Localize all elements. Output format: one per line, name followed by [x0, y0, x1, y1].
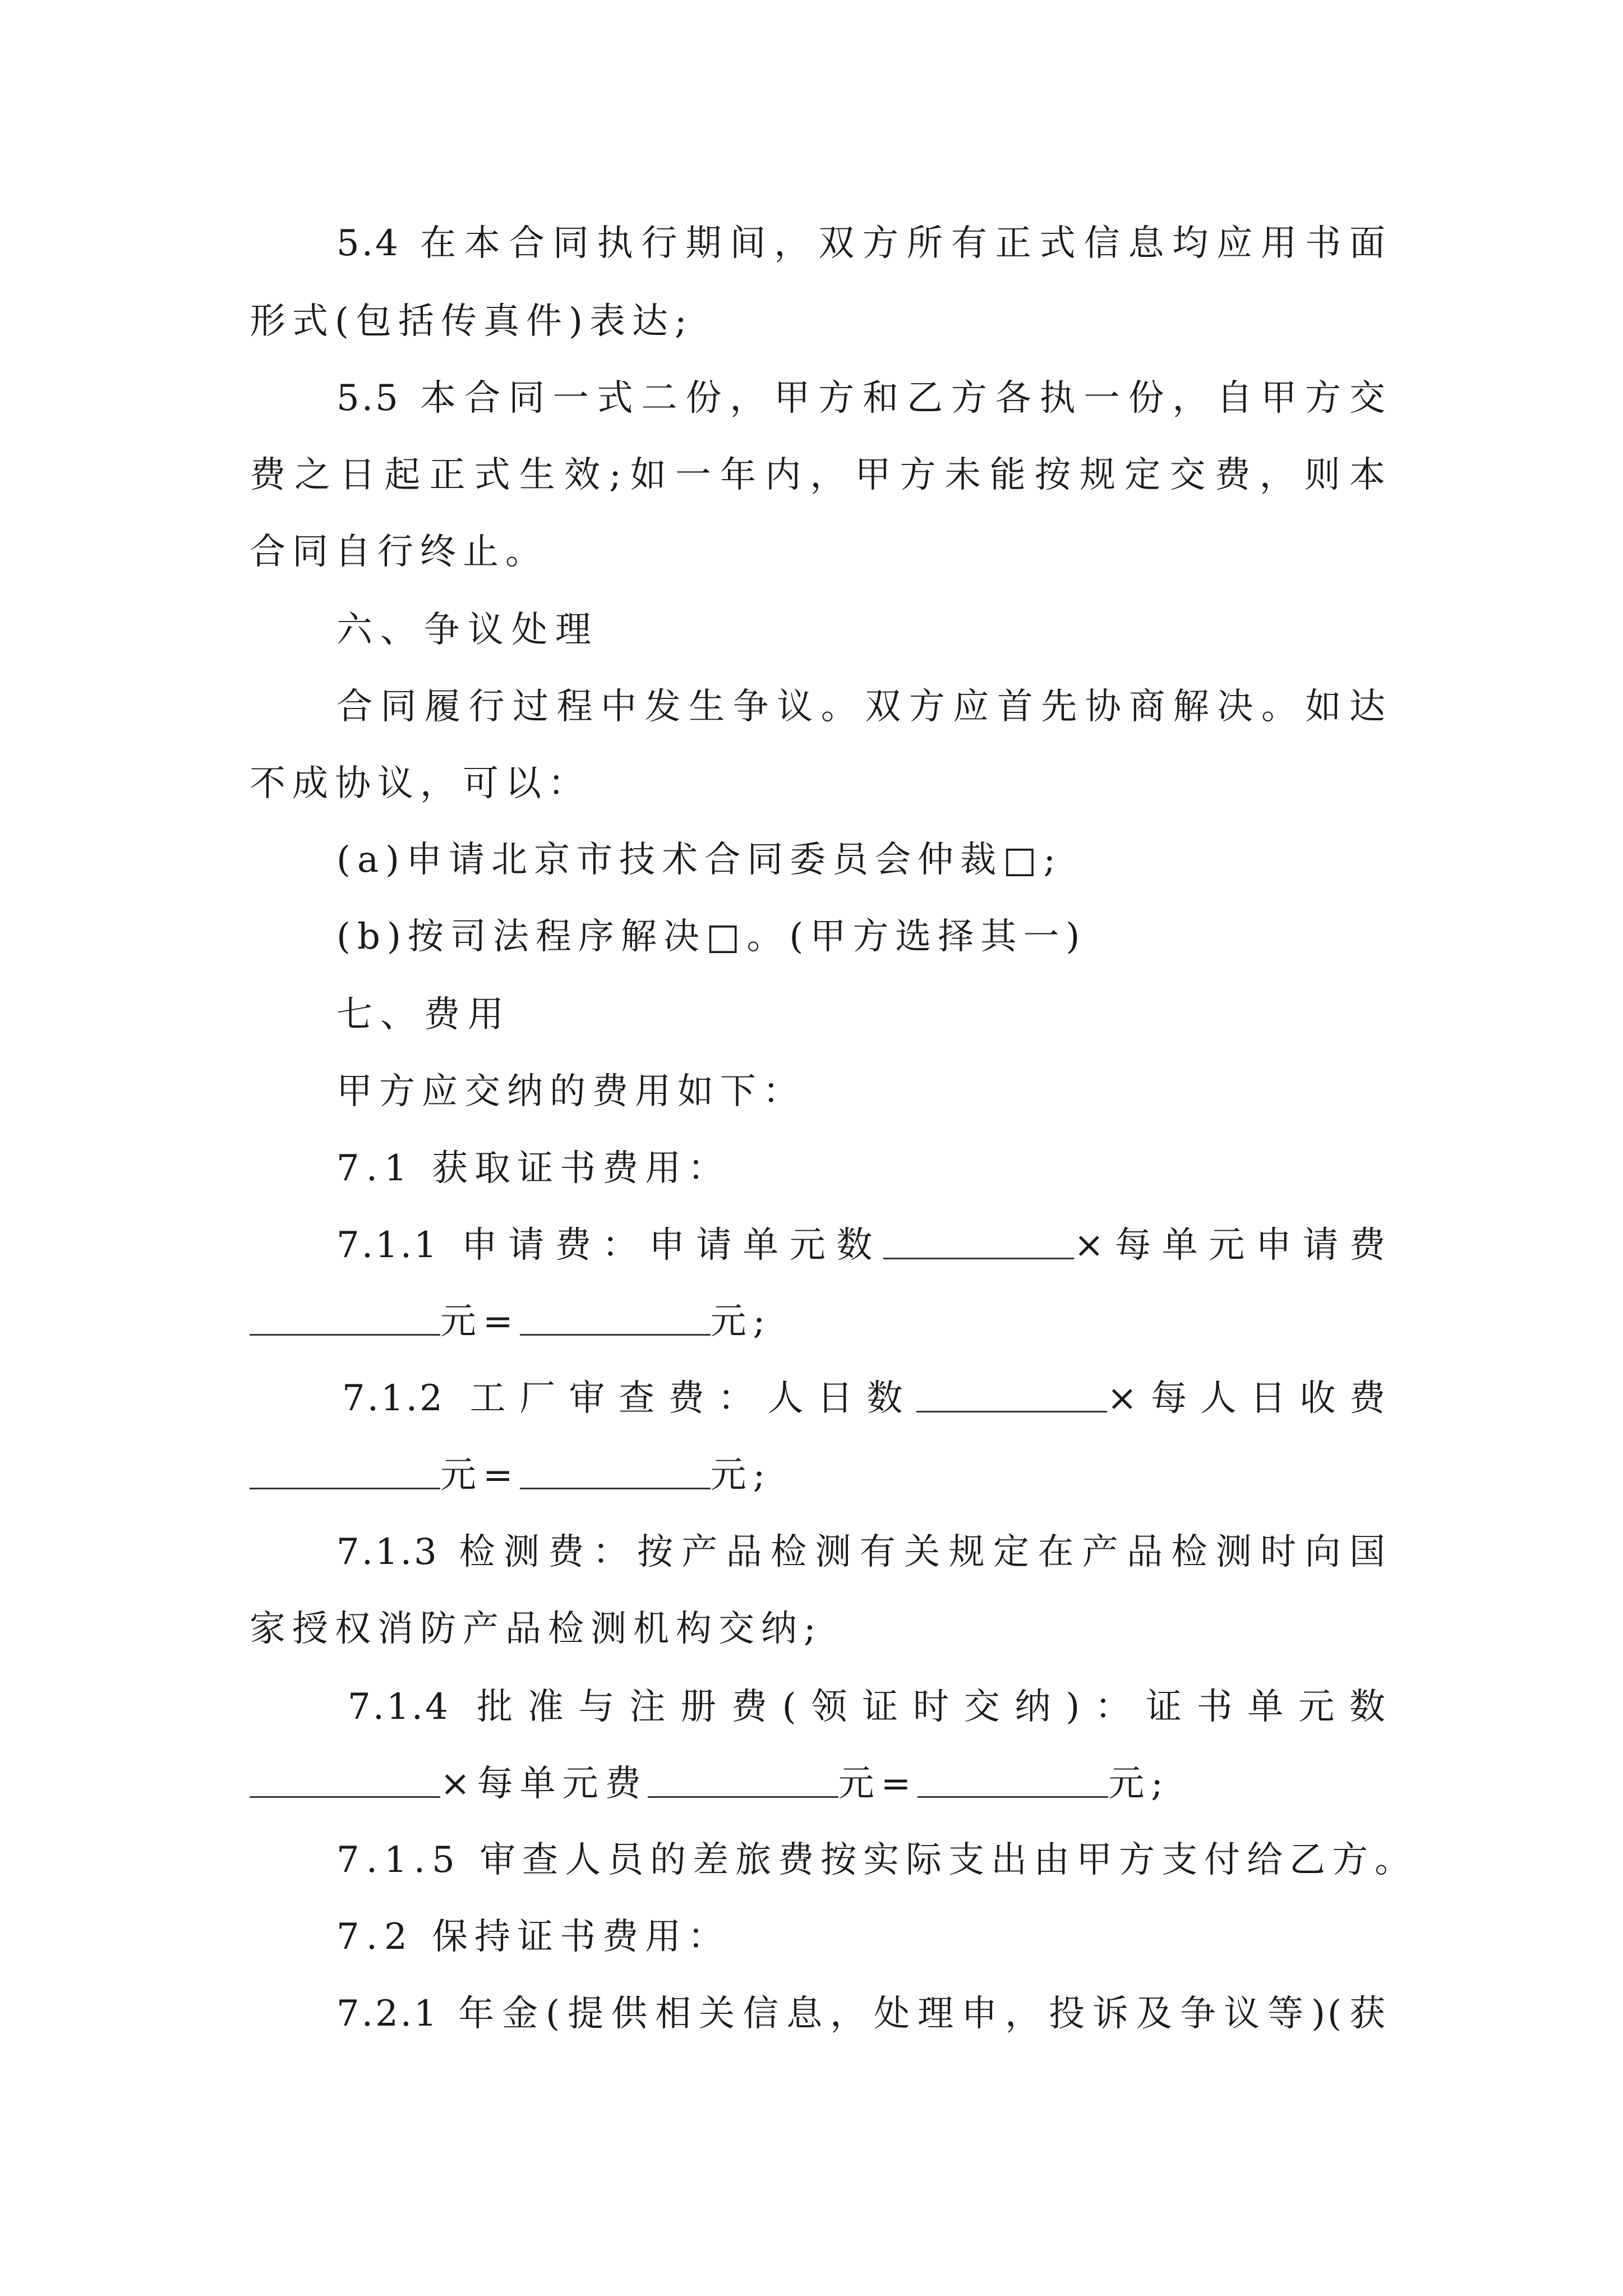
fee-label: 7.1.2 工厂审查费：人日数 [342, 1378, 916, 1419]
clause-7-1-3-line-1: 7.1.3 检测费：按产品检测有关规定在产品检测时向国 [336, 1531, 1387, 1573]
fee-multiplier-label: ×每单元费 [440, 1763, 648, 1805]
fill-in-blank [917, 1763, 1108, 1798]
section-heading-fees: 七、费用 [336, 994, 511, 1036]
clause-7-1-2-line-1 [342, 1360, 1387, 1437]
unit-end: 元; [710, 1455, 772, 1496]
clause-7-1-1-line-1 [336, 1207, 1387, 1284]
fill-in-blank [883, 1224, 1074, 1259]
unit-equals: 元= [838, 1763, 918, 1805]
unit-equals: 元= [440, 1455, 520, 1496]
fee-label: 7.1.1 申请费：申请单元数 [336, 1225, 883, 1266]
clause-5-5-line-3: 合同自行终止。 [250, 531, 548, 573]
fill-in-blank [916, 1377, 1107, 1412]
clause-7-1-4-line-1: 7.1.4 批准与注册费(领证时交纳)：证书单元数 [348, 1686, 1387, 1728]
fill-in-blank [648, 1763, 838, 1798]
fees-intro: 甲方应交纳的费用如下： [336, 1071, 805, 1112]
unit-end: 元; [710, 1301, 772, 1342]
clause-5-4-line-2: 形式(包括传真件)表达; [250, 301, 694, 342]
fill-in-blank [520, 1454, 711, 1489]
fill-in-blank [250, 1300, 440, 1336]
clause-7-1-4-line-2 [250, 1746, 1170, 1823]
unit-end: 元; [1108, 1763, 1170, 1805]
clause-7-1-2-line-2 [250, 1437, 772, 1514]
fill-in-blank [520, 1300, 711, 1336]
fee-multiplier-label: ×每人日收费 [1106, 1378, 1387, 1419]
fill-in-blank [250, 1454, 440, 1489]
dispute-option-a: (a)申请北京市技术合同委员会仲裁□; [336, 839, 1063, 881]
clause-7-1-5: 7.1.5 审查人员的差旅费按实际支出由甲方支付给乙方。 [336, 1839, 1418, 1881]
clause-7-2-1-line-1: 7.2.1 年金(提供相关信息，处理申，投诉及争议等)(获 [336, 1993, 1387, 2035]
fee-multiplier-label: ×每单元申请费 [1073, 1225, 1387, 1266]
clause-7-1-title: 7.1 获取证书费用： [336, 1148, 731, 1189]
dispute-paragraph-line-1: 合同履行过程中发生争议。双方应首先协商解决。如达 [336, 686, 1387, 728]
unit-equals: 元= [440, 1301, 520, 1342]
fill-in-blank [250, 1763, 440, 1798]
clause-7-1-3-line-2: 家授权消防产品检测机构交纳; [250, 1608, 823, 1650]
dispute-paragraph-line-2: 不成协议，可以： [250, 763, 591, 804]
section-heading-dispute: 六、争议处理 [336, 609, 599, 651]
clause-5-5-line-1: 5.5 本合同一式二份，甲方和乙方各执一份，自甲方交 [336, 378, 1387, 419]
clause-5-4-line-1: 5.4 在本合同执行期间，双方所有正式信息均应用书面 [336, 223, 1387, 264]
clause-5-5-line-2: 费之日起正式生效;如一年内，甲方未能按规定交费，则本 [250, 454, 1387, 496]
dispute-option-b: (b)按司法程序解决□。(甲方选择其一) [336, 916, 1087, 958]
clause-7-1-1-line-2 [250, 1283, 772, 1360]
clause-7-2-title: 7.2 保持证书费用： [336, 1916, 731, 1958]
